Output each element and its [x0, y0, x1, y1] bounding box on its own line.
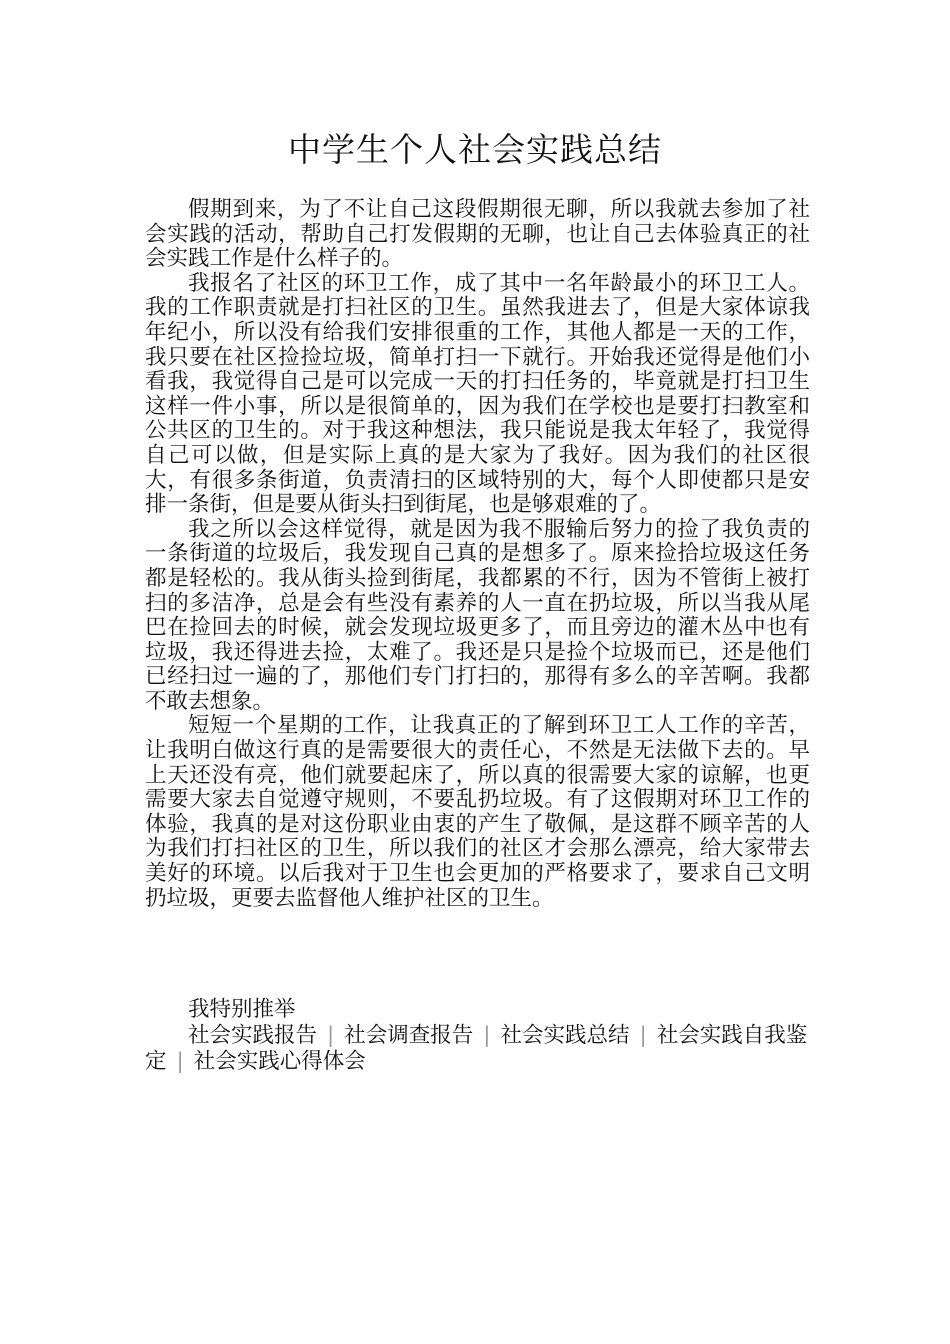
recommend-links [145, 1023, 810, 1075]
link-separator: | [639, 1023, 647, 1048]
paragraph-3: 我之所以会这样觉得，就是因为我不服输后努力的捡了我负责的一条街道的垃圾后，我发现自己真的是想多了。原来捡拾垃圾这任务都是轻松的。我从街头捡到街尾，我都累的不行，因为不管街上被打扫的多洁净，总是会有些没有素养的人一直在扔垃圾，所以当我从尾巴在捡回去的时候，就会发现垃圾更多了，而且旁边的灌木丛中也有垃圾，我还得进去捡，太难了。我还是只是捡个垃圾而已，还是他们已经扫过一遍的了，那他们专门打扫的，那得有多么的辛苦啊。我都不敢去想象。 [145, 516, 810, 714]
link-separator: | [176, 1049, 184, 1074]
paragraph-1: 假期到来，为了不让自己这段假期很无聊，所以我就去参加了社会实践的活动，帮助自己打发假期的无聊，也让自己去体验真正的社会实践工作是什么样子的。 [145, 197, 810, 272]
recommend-section [145, 997, 810, 1075]
article-body [145, 198, 810, 911]
link-separator: | [483, 1023, 491, 1048]
link-survey-report[interactable]: 社会调查报告 [344, 1023, 474, 1048]
paragraph-2: 我报名了社区的环卫工作，成了其中一名年龄最小的环卫工人。我的工作职责就是打扫社区的卫生。虽然我进去了，但是大家体谅我年纪小，所以没有给我们安排很重的工作，其他人都是一天的工作，我只要在社区捡捡垃圾，简单打扫一下就行。开始我还觉得是他们小看我，我觉得自己是可以完成一天的打扫任务的，毕竟就是打扫卫生这样一件小事，所以是很简单的，因为我们在学校也是要打扫教室和公共区的卫生的。对于我这种想法，我只能说是我太年轻了，我觉得自己可以做，但是实际上真的是大家为了我好。因为我们的社区很大，有很多条街道，负责清扫的区域特别的大，每个人即使都只是安排一条街，但是要从街头扫到街尾，也是够艰难的了。 [145, 270, 810, 518]
link-self-appraisal[interactable]: 社会实践自我鉴定 [145, 1023, 808, 1074]
link-practice-summary[interactable]: 社会实践总结 [500, 1023, 630, 1048]
link-experience[interactable]: 社会实践心得体会 [193, 1049, 366, 1074]
recommend-heading: 我特别推举 [188, 997, 296, 1022]
page-title: 中学生个人社会实践总结 [288, 130, 662, 169]
paragraph-4: 短短一个星期的工作，让我真正的了解到环卫工人工作的辛苦，让我明白做这行真的是需要很大的责任心，不然是无法做下去的。早上天还没有亮，他们就要起床了，所以真的很需要大家的谅解，也更需要大家去自觉遵守规则，不要乱扔垃圾。有了这假期对环卫工作的体验，我真的是对这份职业由衷的产生了敬佩，是这群不顾辛苦的人为我们打扫社区的卫生，所以我们的社区才会那么漂亮，给大家带去美好的环境。以后我对于卫生也会更加的严格要求了，要求自己文明扔垃圾，更要去监督他人维护社区的卫生。 [145, 713, 810, 911]
link-separator: | [327, 1023, 335, 1048]
link-practice-report[interactable]: 社会实践报告 [188, 1023, 318, 1048]
